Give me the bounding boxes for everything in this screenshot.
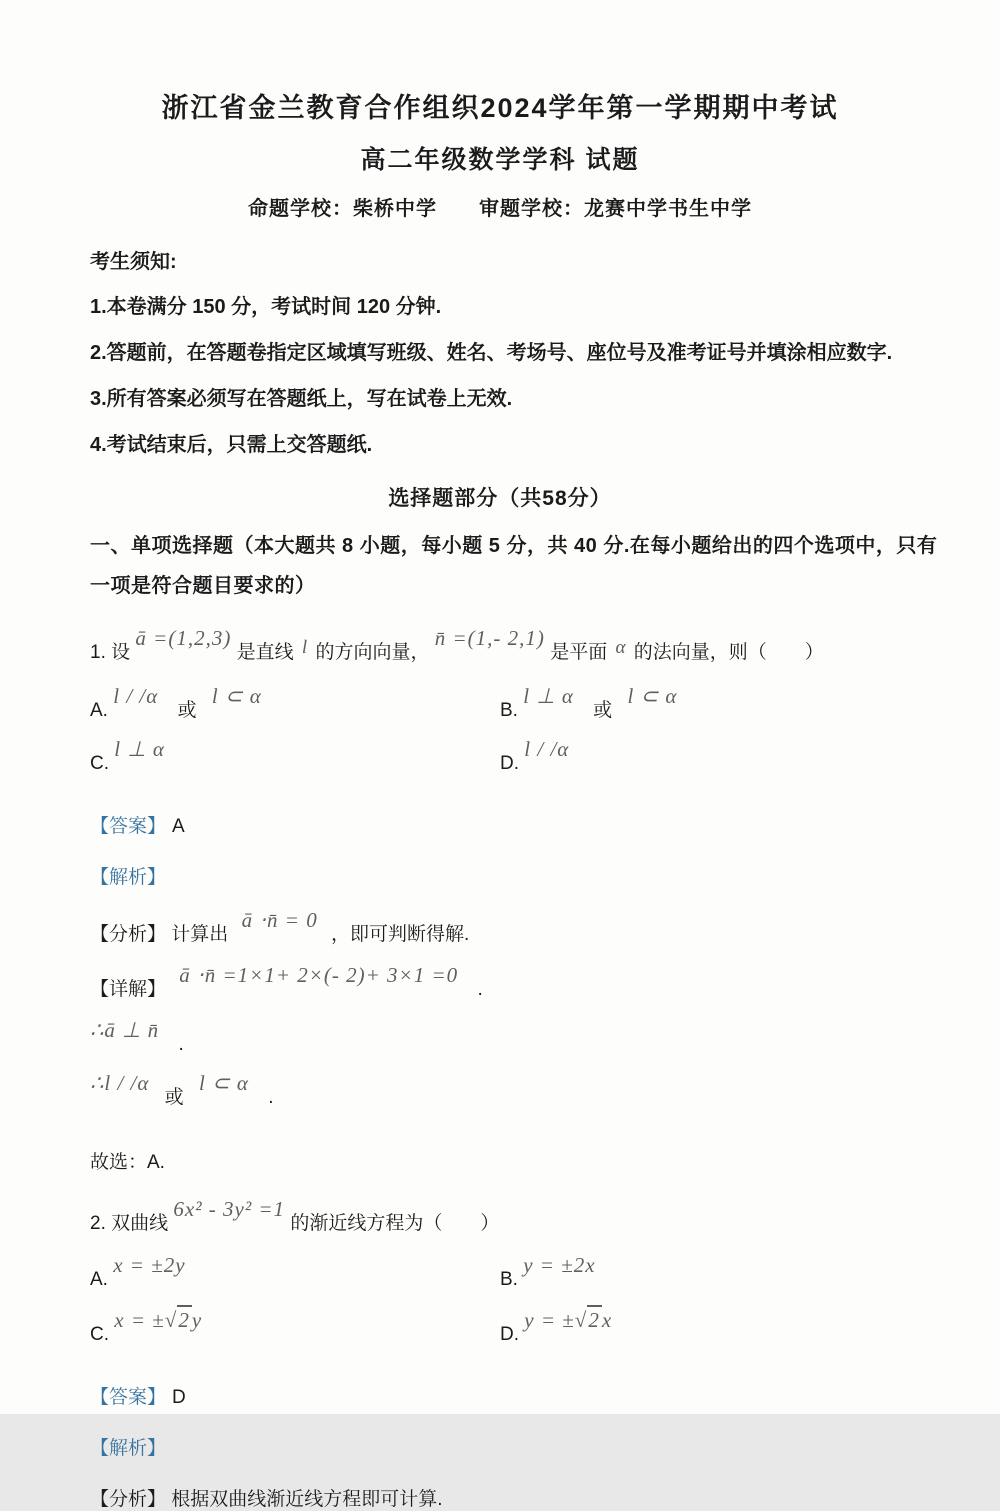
q2-option-c-pre: x = ±√ (114, 1307, 178, 1332)
q2-jiexi-tag: 【解析】 (90, 1437, 167, 1459)
section-part-title: 选择题部分（共58分） (388, 487, 612, 510)
q1-fenxi-post: ，即可判断得解. (330, 923, 470, 945)
q1-text-seg2: 是直线 (236, 642, 294, 663)
q1-text-seg4: 是平面 (550, 642, 608, 663)
q1-step-2 (0, 1070, 1000, 1109)
q1-option-b-or: 或 (593, 699, 613, 721)
q1-option-b-label: B. (500, 699, 518, 721)
q1-option-c-label: C. (90, 752, 109, 774)
q2-option-b (500, 1252, 945, 1291)
q1-vector-a-formula: ā =(1,2,3) (135, 626, 232, 650)
q1-option-a (90, 683, 500, 722)
q1-option-d-label: D. (500, 752, 519, 774)
q1-option-d-formula: l / /α (524, 736, 570, 761)
q2-text-seg1: 2. 双曲线 (90, 1212, 169, 1234)
notice-item-2: 2.答题前，在答题卷指定区域填写班级、姓名、考场号、座位号及准考证号并填涂相应数字. (90, 342, 893, 364)
q2-fenxi-line (0, 1484, 1000, 1511)
q1-conclusion: 故选：A. (90, 1151, 165, 1173)
q1-option-c (90, 736, 500, 775)
q1-step2-formula-1: ∴l / /α (90, 1070, 150, 1095)
q1-option-b-formula-1: l ⊥ α (523, 683, 574, 708)
q1-option-d (500, 736, 945, 775)
q1-xiangjie-line (0, 962, 1000, 1001)
q1-option-c-formula: l ⊥ α (114, 736, 165, 761)
q2-option-b-label: B. (500, 1268, 518, 1290)
notice-item-4: 4.考试结束后，只需上交答题纸. (90, 434, 373, 456)
q1-option-b (500, 683, 945, 722)
q2-option-a-formula: x = ±2y (113, 1252, 186, 1277)
question-1-stem (0, 626, 1000, 665)
q1-option-a-or: 或 (177, 699, 197, 721)
q2-option-a-label: A. (90, 1268, 108, 1290)
q2-option-c-post: y (191, 1307, 203, 1332)
question-2-stem (0, 1196, 1000, 1236)
exam-title: 浙江省金兰教育合作组织2024学年第一学期期中考试 (161, 93, 839, 123)
q2-option-c (90, 1307, 500, 1346)
q1-fenxi-line (0, 907, 1000, 946)
q1-text-seg3: 的方向向量， (315, 642, 430, 663)
q1-xiangjie-formula: ā ⋅n̄ =1×1+ 2×(- 2)+ 3×1 =0 (179, 962, 459, 987)
q2-text-seg2: 的渐近线方程为（ ） (290, 1212, 500, 1234)
q1-text-seg1: 1. 设 (90, 642, 131, 663)
q1-fenxi-formula: ā ⋅n̄ = 0 (241, 907, 318, 932)
q2-option-d-pre: y = ±√ (524, 1307, 588, 1332)
notice-heading: 考生须知: (90, 251, 177, 273)
q1-answer-line (0, 811, 1000, 838)
q1-xiangjie-period: . (477, 978, 483, 1000)
q2-option-b-formula: y = ±2x (523, 1252, 596, 1277)
q1-option-b-formula-2: l ⊂ α (627, 683, 678, 708)
q2-fenxi-text: 根据双曲线渐近线方程即可计算. (171, 1488, 443, 1510)
q2-answer-value: D (172, 1386, 186, 1408)
section-instruction-line1: 一、单项选择题（本大题共 8 小题，每小题 5 分，共 40 分.在每小题给出的四个选项中，只有 (90, 535, 938, 557)
q2-option-d-radicand: 2 (587, 1305, 602, 1332)
q1-step-1 (0, 1017, 1000, 1056)
q2-fenxi-tag: 【分析】 (90, 1488, 167, 1510)
q1-alpha-symbol: α (615, 637, 626, 658)
q1-line-l-symbol: l (301, 637, 308, 658)
q2-jiexi-line (0, 1433, 1000, 1460)
q1-text-seg5: 的法向量，则（ ） (633, 642, 824, 663)
q1-answer-tag: 【答案】 (90, 815, 167, 837)
q2-option-d-label: D. (500, 1323, 519, 1345)
q1-jiexi-tag: 【解析】 (90, 866, 167, 888)
notice-item-3: 3.所有答案必须写在答题纸上，写在试卷上无效. (90, 388, 513, 410)
q2-answer-line (0, 1382, 1000, 1409)
q2-option-d (500, 1307, 945, 1346)
q1-options-row-1 (0, 683, 1000, 722)
q1-vector-n-formula: n̄ =(1,- 2,1) (434, 626, 545, 650)
q1-option-a-formula-2: l ⊂ α (211, 683, 262, 708)
q1-options-row-2 (0, 736, 1000, 775)
q1-fenxi-pre: 计算出 (171, 923, 229, 945)
q2-option-c-label: C. (90, 1323, 109, 1345)
q1-option-a-formula-1: l / /α (113, 683, 159, 708)
q1-step2-formula-2: l ⊂ α (198, 1070, 249, 1095)
q1-xiangjie-tag: 【详解】 (90, 978, 167, 1000)
q1-answer-value: A (172, 815, 185, 837)
q1-step2-period: . (268, 1086, 274, 1108)
q1-fenxi-tag: 【分析】 (90, 923, 167, 945)
exam-subtitle: 高二年级数学学科 试题 (360, 146, 640, 174)
q2-option-d-formula (524, 1308, 612, 1333)
q1-jiexi-line (0, 862, 1000, 889)
section-instruction-line2: 一项是符合题目要求的） (90, 575, 316, 597)
school-info: 命题学校：柴桥中学 审题学校：龙赛中学书生中学 (248, 198, 752, 220)
q2-hyperbola-formula: 6x² - 3y² =1 (173, 1196, 286, 1221)
q1-step2-or: 或 (164, 1086, 184, 1108)
q2-option-c-formula (114, 1308, 202, 1333)
q2-answer-tag: 【答案】 (90, 1386, 167, 1408)
q1-option-a-label: A. (90, 699, 108, 721)
q2-option-a (90, 1252, 500, 1291)
q2-options-row-1 (0, 1252, 1000, 1291)
q2-option-d-post: x (601, 1307, 613, 1332)
notice-item-1: 1.本卷满分 150 分，考试时间 120 分钟. (90, 296, 442, 318)
q1-step1-period: . (178, 1033, 184, 1055)
q1-step1-formula: ∴ā ⊥ n̄ (90, 1017, 160, 1042)
q2-option-c-radicand: 2 (177, 1305, 192, 1332)
q2-options-row-2 (0, 1307, 1000, 1346)
